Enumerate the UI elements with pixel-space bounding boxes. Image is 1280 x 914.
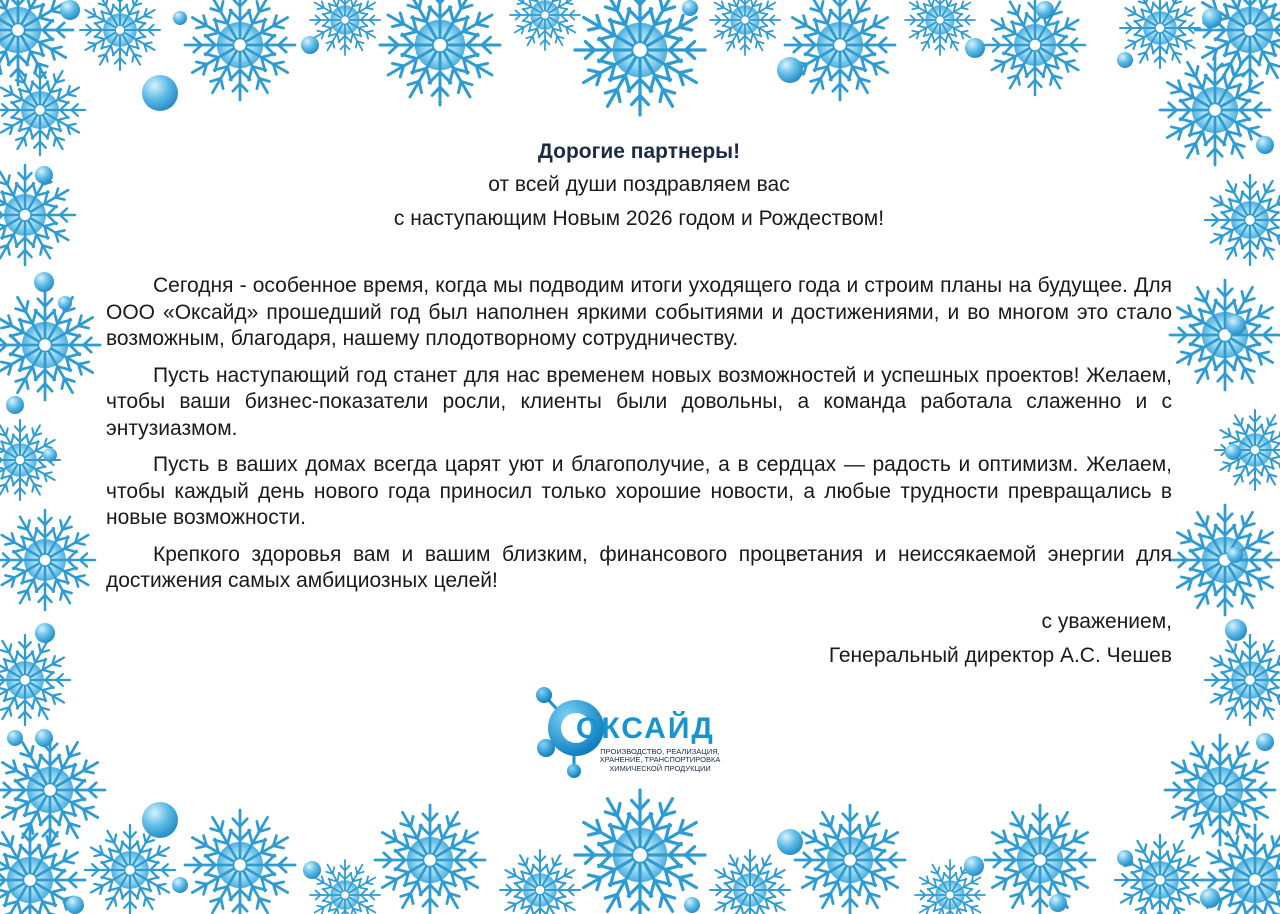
snowflake-icon <box>80 0 160 70</box>
snowflake-icon <box>710 850 790 914</box>
snowflake-icon <box>0 635 70 725</box>
greeting-line-1: от всей души поздравляем вас <box>488 173 790 196</box>
greeting <box>106 136 1172 236</box>
signature-regards: с уважением, <box>1041 609 1172 633</box>
logo-name: ОКСАЙД <box>576 712 715 745</box>
snowflake-icon <box>1170 280 1280 390</box>
snowflake-icon <box>1115 835 1205 914</box>
snowflake-icon <box>380 0 500 105</box>
snowflake-icon <box>375 805 485 914</box>
paragraph-2: Пусть наступающий год станет для нас временем новых возможностей и успешных проектов! Желаем, чтобы ваши бизнес-показатели росли, клиенты были довольны, а команда работала слаженно и с энтузиазмом. <box>106 363 1172 440</box>
logo-tagline-line: ХИМИЧЕСКОЙ ПРОДУКЦИИ <box>609 763 711 773</box>
snowflake-icon <box>85 825 175 914</box>
snowflake-icon <box>1215 410 1280 490</box>
snowflake-icon <box>905 0 975 55</box>
snowflake-icon <box>185 0 295 100</box>
logo-tagline <box>585 748 735 773</box>
snowflake-icon <box>0 510 95 610</box>
snowflake-icon <box>0 735 105 845</box>
paragraph-3: Пусть в ваших домах всегда царят уют и благополучие, а в сердцах — радость и оптимизм. Желаем, чтобы каждый день нового года приносил только хорошие новости, а любые трудности превращались в новые возможности. <box>106 453 1172 529</box>
snowflake-icon <box>985 0 1085 95</box>
snowflake-icon <box>1170 505 1280 615</box>
greeting-title: Дорогие партнеры! <box>537 140 741 163</box>
snowflake-icon <box>710 0 780 55</box>
snowflake-icon <box>985 805 1095 914</box>
snowflake-icon <box>785 0 895 100</box>
paragraph-4: Крепкого здоровья вам и вашим близким, финансового процветания и неиссякаемой энергии для достижения самых амбициозных целей! <box>106 542 1172 592</box>
snowflake-icon <box>795 805 905 914</box>
snowflake-icon <box>310 0 380 55</box>
snowflake-icon <box>500 850 580 914</box>
letter-body <box>106 273 1172 595</box>
snowflake-icon <box>0 290 100 400</box>
signature <box>106 605 1172 673</box>
snowflake-icon <box>185 810 295 914</box>
snowflake-icon <box>0 65 85 155</box>
letter <box>106 136 1172 673</box>
snowflake-icon <box>1165 735 1275 845</box>
paragraph-1: Сегодня - особенное время, когда мы подводим итоги уходящего года и строим планы на будущее. Для ООО «Оксайд» прошедший год был наполнен яркими событиями и достижениями, и во многом это стало возможным, благодаря, нашему плодотворному сотрудничеству. <box>106 274 1172 350</box>
snowflake-icon <box>1205 635 1280 725</box>
signature-author: Генеральный директор А.С. Чешев <box>828 643 1172 667</box>
snowflake-icon <box>575 0 705 115</box>
logo-tagline-line: ПРОИЗВОДСТВО, РЕАЛИЗАЦИЯ, <box>600 747 720 756</box>
snowflake-icon <box>510 0 580 50</box>
greeting-line-2: с наступающим Новым 2026 годом и Рождеством! <box>393 207 885 230</box>
logo-tagline-line: ХРАНЕНИЕ, ТРАНСПОРТИРОВКА <box>599 755 721 765</box>
snowflake-icon <box>575 790 705 914</box>
snowflake-icon <box>1205 175 1280 265</box>
